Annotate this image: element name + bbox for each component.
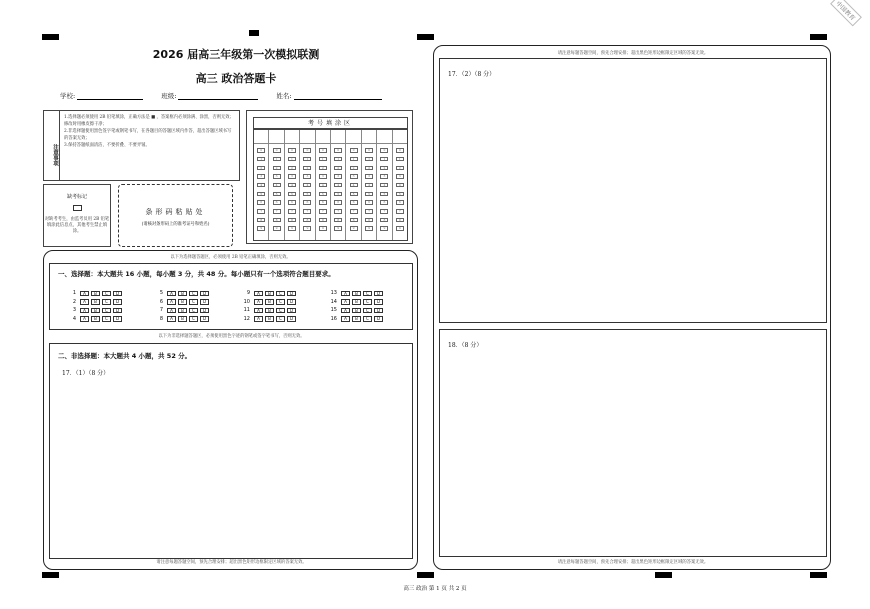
option-bubble-b[interactable]: B <box>178 308 187 314</box>
exam-id-bubble[interactable]: 9 <box>319 226 327 231</box>
option-bubble-b[interactable]: B <box>91 308 100 314</box>
exam-id-column <box>393 130 407 240</box>
exam-id-bubble[interactable]: 5 <box>319 192 327 197</box>
exam-id-bubble[interactable]: 6 <box>319 200 327 205</box>
option-bubble-b[interactable]: B <box>178 291 187 297</box>
exam-id-bubble[interactable]: 6 <box>257 200 265 205</box>
option-bubble-b[interactable]: B <box>91 316 100 322</box>
exam-id-bubble[interactable]: 3 <box>334 174 342 179</box>
question-17-1-label: 17．（1）（8 分） <box>62 370 110 377</box>
option-bubble-a[interactable]: A <box>80 316 89 322</box>
question-number: 1 <box>72 290 76 297</box>
option-bubble-a[interactable]: A <box>80 299 89 305</box>
exam-id-column <box>316 130 331 240</box>
answer-sheet-subtitle: 高三 政治答题卡 <box>195 72 277 85</box>
option-bubble-c[interactable]: C <box>363 299 372 305</box>
school-line[interactable] <box>77 92 143 100</box>
exam-id-bubble[interactable]: 9 <box>257 226 265 231</box>
exam-id-bubble[interactable]: 3 <box>288 174 296 179</box>
exam-id-bubble[interactable]: 9 <box>288 226 296 231</box>
exam-id-bubble[interactable]: 7 <box>288 209 296 214</box>
exam-id-bubble[interactable]: 0 <box>257 148 265 153</box>
question-18-label: 18．（8 分） <box>448 342 483 349</box>
option-bubble-b[interactable]: B <box>352 291 361 297</box>
option-bubble-a[interactable]: A <box>341 316 350 322</box>
exam-id-bubble[interactable]: 6 <box>365 200 373 205</box>
missing-mark-footer: 对缺考考生，由监考员用 2B 铅笔填涂此信息点，其他考生禁止填涂。 <box>44 217 110 234</box>
option-bubble-b[interactable]: B <box>265 308 274 314</box>
left-bottom-note: 请注意每题答题空间，预先合理安排；超出黑色矩形边框限定区域的答案无效。 <box>156 560 307 565</box>
exam-id-bubble[interactable]: 0 <box>303 148 311 153</box>
missing-mark-heading: 缺考标记 <box>66 194 87 200</box>
exam-id-write-cell[interactable] <box>331 132 345 144</box>
non-choice-divider-note: 以下为非选择题答题区，必须使用黑色字迹的钢笔或签字笔书写，否则无效。 <box>158 334 305 339</box>
exam-id-bubble[interactable]: 1 <box>257 157 265 162</box>
exam-id-bubble[interactable]: 9 <box>334 226 342 231</box>
question-17-2-answer-box[interactable] <box>439 58 827 323</box>
exam-id-write-cell[interactable] <box>362 132 376 144</box>
exam-id-bubble[interactable]: 6 <box>396 200 404 205</box>
option-bubble-c[interactable]: C <box>189 291 198 297</box>
choice-question-row <box>149 315 236 324</box>
exam-id-bubble[interactable]: 3 <box>350 174 358 179</box>
exam-id-column <box>377 130 392 240</box>
option-bubble-c[interactable]: C <box>363 308 372 314</box>
choice-question-row <box>62 306 149 315</box>
exam-id-bubble[interactable]: 1 <box>319 157 327 162</box>
exam-id-bubble[interactable]: 7 <box>396 209 404 214</box>
exam-id-bubble[interactable]: 8 <box>396 218 404 223</box>
registration-mark-bottom-left <box>42 572 59 578</box>
exam-id-bubble[interactable]: 5 <box>288 192 296 197</box>
choice-column <box>62 289 149 323</box>
exam-title: 2026 届高三年级第一次模拟联测 <box>152 48 320 61</box>
exam-id-bubble[interactable]: 0 <box>380 148 388 153</box>
question-number: 8 <box>159 316 163 323</box>
exam-id-bubble[interactable]: 2 <box>334 166 342 171</box>
registration-mark-bottom-mid <box>417 572 434 578</box>
option-bubble-c[interactable]: C <box>276 316 285 322</box>
exam-id-bubble[interactable]: 8 <box>365 218 373 223</box>
name-label: 姓名: <box>276 92 292 100</box>
exam-id-bubble[interactable]: 9 <box>365 226 373 231</box>
exam-id-bubble[interactable]: 1 <box>396 157 404 162</box>
option-bubble-d[interactable]: D <box>113 291 122 297</box>
question-number: 12 <box>243 316 250 323</box>
choice-question-row <box>323 306 410 315</box>
exam-id-bubble[interactable]: 9 <box>303 226 311 231</box>
choice-question-row <box>236 315 323 324</box>
left-answer-section <box>43 250 418 570</box>
exam-id-bubble[interactable]: 6 <box>273 200 281 205</box>
choice-question-row <box>62 315 149 324</box>
school-field[interactable] <box>60 91 143 100</box>
option-bubble-c[interactable]: C <box>189 308 198 314</box>
exam-id-bubble[interactable]: 7 <box>319 209 327 214</box>
option-bubble-d[interactable]: D <box>200 316 209 322</box>
exam-id-bubble[interactable]: 9 <box>273 226 281 231</box>
option-bubble-a[interactable]: A <box>80 291 89 297</box>
exam-id-bubble[interactable]: 6 <box>380 200 388 205</box>
choice-heading: 一、选择题：本大题共 16 小题，每小题 3 分，共 48 分。每小题只有一个选项符合题目要求。 <box>58 270 335 278</box>
registration-mark-top-right <box>810 34 827 40</box>
exam-id-bubble[interactable]: 0 <box>273 148 281 153</box>
non-choice-answer-box[interactable] <box>49 343 413 559</box>
exam-id-bubble[interactable]: 7 <box>365 209 373 214</box>
question-17-2-label: 17．（2）（8 分） <box>448 71 496 78</box>
option-bubble-c[interactable]: C <box>102 299 111 305</box>
exam-id-bubble[interactable]: 4 <box>288 183 296 188</box>
note-item: 3.保持答题纸面清洁，不要折叠、不要弄皱。 <box>64 143 150 148</box>
missing-mark-checkbox[interactable] <box>73 205 82 211</box>
choice-question-row <box>323 315 410 324</box>
exam-id-bubble[interactable]: 2 <box>257 166 265 171</box>
exam-id-write-cell[interactable] <box>393 132 407 144</box>
exam-id-title: 考号填涂区 <box>253 117 408 129</box>
exam-id-grid <box>253 129 408 241</box>
question-number: 7 <box>159 307 163 314</box>
exam-id-column <box>362 130 377 240</box>
exam-id-bubble[interactable]: 1 <box>365 157 373 162</box>
option-bubble-d[interactable]: D <box>374 291 383 297</box>
exam-id-bubble[interactable]: 5 <box>380 192 388 197</box>
exam-id-bubble[interactable]: 2 <box>396 166 404 171</box>
question-number: 2 <box>72 298 76 305</box>
exam-id-bubble[interactable]: 6 <box>334 200 342 205</box>
exam-id-bubble[interactable]: 7 <box>350 209 358 214</box>
exam-id-bubble[interactable]: 4 <box>273 183 281 188</box>
exam-id-bubble[interactable]: 4 <box>334 183 342 188</box>
option-bubble-a[interactable]: A <box>167 308 176 314</box>
exam-id-column <box>331 130 346 240</box>
option-bubble-c[interactable]: C <box>363 291 372 297</box>
exam-id-bubble[interactable]: 9 <box>396 226 404 231</box>
option-bubble-d[interactable]: D <box>287 291 296 297</box>
exam-id-bubble[interactable]: 4 <box>380 183 388 188</box>
exam-id-bubble[interactable]: 0 <box>396 148 404 153</box>
option-bubble-d[interactable]: D <box>287 316 296 322</box>
exam-id-write-cell[interactable] <box>254 132 268 144</box>
class-line[interactable] <box>178 92 258 100</box>
exam-id-bubble[interactable]: 7 <box>273 209 281 214</box>
option-bubble-b[interactable]: B <box>352 308 361 314</box>
exam-id-write-cell[interactable] <box>300 132 314 144</box>
option-bubble-d[interactable]: D <box>200 291 209 297</box>
exam-id-bubble[interactable]: 2 <box>380 166 388 171</box>
exam-id-bubble[interactable]: 2 <box>350 166 358 171</box>
option-bubble-d[interactable]: D <box>200 308 209 314</box>
option-bubble-b[interactable]: B <box>91 299 100 305</box>
exam-id-write-cell[interactable] <box>377 132 391 144</box>
option-bubble-d[interactable]: D <box>113 308 122 314</box>
question-number: 9 <box>246 290 250 297</box>
exam-id-bubble[interactable]: 3 <box>303 174 311 179</box>
option-bubble-c[interactable]: C <box>102 308 111 314</box>
exam-id-bubble[interactable]: 5 <box>257 192 265 197</box>
exam-id-column <box>300 130 315 240</box>
option-bubble-b[interactable]: B <box>352 316 361 322</box>
choice-question-row <box>323 289 410 298</box>
option-bubble-a[interactable]: A <box>167 316 176 322</box>
right-bottom-note: 请注意每题答题空间，预先合理安排；超出黑色矩形边框限定区域的答案无效。 <box>557 560 709 565</box>
exam-id-bubble[interactable]: 2 <box>288 166 296 171</box>
notes-box <box>43 110 240 181</box>
choice-question-row <box>236 306 323 315</box>
registration-mark-top-center <box>249 30 259 36</box>
exam-id-bubble[interactable]: 1 <box>380 157 388 162</box>
question-number: 3 <box>72 307 76 314</box>
choice-column <box>149 289 236 323</box>
exam-id-bubble[interactable]: 3 <box>319 174 327 179</box>
option-bubble-d[interactable]: D <box>200 299 209 305</box>
option-bubble-b[interactable]: B <box>265 291 274 297</box>
option-bubble-a[interactable]: A <box>254 299 263 305</box>
exam-id-bubble[interactable]: 4 <box>319 183 327 188</box>
option-bubble-a[interactable]: A <box>341 291 350 297</box>
option-bubble-a[interactable]: A <box>341 308 350 314</box>
choice-question-row <box>149 298 236 307</box>
registration-mark-top-mid <box>417 34 434 40</box>
exam-id-column <box>285 130 300 240</box>
option-bubble-c[interactable]: C <box>102 316 111 322</box>
option-bubble-c[interactable]: C <box>189 316 198 322</box>
question-number: 15 <box>330 307 337 314</box>
name-line[interactable] <box>294 92 382 100</box>
exam-id-bubble[interactable]: 3 <box>380 174 388 179</box>
exam-id-bubble[interactable]: 3 <box>273 174 281 179</box>
barcode-area <box>118 184 233 247</box>
option-bubble-d[interactable]: D <box>113 316 122 322</box>
choice-column <box>236 289 323 323</box>
exam-id-bubble[interactable]: 8 <box>257 218 265 223</box>
option-bubble-b[interactable]: B <box>352 299 361 305</box>
exam-id-bubble[interactable]: 3 <box>365 174 373 179</box>
option-bubble-b[interactable]: B <box>265 316 274 322</box>
choice-grid <box>62 289 410 323</box>
exam-id-column <box>346 130 361 240</box>
question-number: 11 <box>243 307 250 314</box>
exam-id-bubble[interactable]: 2 <box>273 166 281 171</box>
exam-id-bubble[interactable]: 8 <box>350 218 358 223</box>
note-item: 2.非选择题使用黑色签字笔或钢笔书写，在各题目的答题区域内作答，超出答题区域书写的答案无效； <box>64 129 232 141</box>
school-label: 学校: <box>60 92 76 100</box>
exam-id-bubble[interactable]: 5 <box>334 192 342 197</box>
exam-id-column <box>254 130 269 240</box>
option-bubble-b[interactable]: B <box>178 316 187 322</box>
registration-mark-bottom-mid2 <box>655 572 672 578</box>
option-bubble-d[interactable]: D <box>374 308 383 314</box>
exam-id-bubble[interactable]: 8 <box>334 218 342 223</box>
option-bubble-c[interactable]: C <box>276 299 285 305</box>
exam-id-bubble[interactable]: 7 <box>380 209 388 214</box>
option-bubble-c[interactable]: C <box>102 291 111 297</box>
exam-id-bubble[interactable]: 4 <box>257 183 265 188</box>
option-bubble-d[interactable]: D <box>374 316 383 322</box>
option-bubble-b[interactable]: B <box>91 291 100 297</box>
choice-box <box>49 263 413 330</box>
exam-id-bubble[interactable]: 5 <box>303 192 311 197</box>
exam-id-bubble[interactable]: 1 <box>288 157 296 162</box>
exam-id-bubble[interactable]: 5 <box>350 192 358 197</box>
exam-id-bubble[interactable]: 8 <box>273 218 281 223</box>
exam-id-column <box>269 130 284 240</box>
choice-question-row <box>149 306 236 315</box>
non-choice-heading: 二、非选择题：本大题共 4 小题，共 52 分。 <box>58 352 192 360</box>
option-bubble-d[interactable]: D <box>113 299 122 305</box>
exam-id-write-cell[interactable] <box>316 132 330 144</box>
barcode-heading: 条形码粘贴处 <box>145 208 206 216</box>
exam-id-bubble[interactable]: 4 <box>365 183 373 188</box>
choice-question-row <box>323 298 410 307</box>
choice-question-row <box>62 298 149 307</box>
question-number: 4 <box>72 316 76 323</box>
exam-id-bubble[interactable]: 5 <box>396 192 404 197</box>
option-bubble-a[interactable]: A <box>80 308 89 314</box>
exam-id-bubble[interactable]: 2 <box>319 166 327 171</box>
exam-id-bubble[interactable]: 0 <box>288 148 296 153</box>
exam-id-bubble[interactable]: 8 <box>380 218 388 223</box>
exam-id-box <box>246 110 413 244</box>
exam-id-bubble[interactable]: 6 <box>303 200 311 205</box>
exam-id-write-cell[interactable] <box>285 132 299 144</box>
notes-heading: 注意事项 <box>44 111 60 180</box>
exam-id-bubble[interactable]: 0 <box>334 148 342 153</box>
exam-id-bubble[interactable]: 0 <box>365 148 373 153</box>
exam-id-bubble[interactable]: 3 <box>396 174 404 179</box>
choice-top-note: 以下为选择题答题区，必须使用 2B 铅笔正确填涂，否则无效。 <box>170 255 291 260</box>
option-bubble-b[interactable]: B <box>178 299 187 305</box>
choice-question-row <box>236 289 323 298</box>
exam-id-bubble[interactable]: 7 <box>257 209 265 214</box>
missing-mark-box <box>43 184 111 247</box>
registration-mark-top-left <box>42 34 59 40</box>
exam-id-bubble[interactable]: 1 <box>334 157 342 162</box>
right-answer-section <box>433 45 831 570</box>
exam-id-bubble[interactable]: 9 <box>380 226 388 231</box>
exam-id-bubble[interactable]: 1 <box>273 157 281 162</box>
question-number: 13 <box>330 290 337 297</box>
exam-id-bubble[interactable]: 2 <box>303 166 311 171</box>
exam-id-bubble[interactable]: 0 <box>350 148 358 153</box>
exam-id-bubble[interactable]: 7 <box>334 209 342 214</box>
option-bubble-d[interactable]: D <box>287 308 296 314</box>
option-bubble-d[interactable]: D <box>287 299 296 305</box>
registration-mark-bottom-right <box>810 572 827 578</box>
question-number: 6 <box>159 298 163 305</box>
exam-id-bubble[interactable]: 8 <box>319 218 327 223</box>
exam-id-bubble[interactable]: 4 <box>350 183 358 188</box>
question-18-answer-box[interactable] <box>439 329 827 557</box>
choice-column <box>323 289 410 323</box>
exam-id-write-cell[interactable] <box>346 132 360 144</box>
option-bubble-b[interactable]: B <box>265 299 274 305</box>
page-footer: 高三 政治 第 1 页 共 2 页 <box>403 586 467 592</box>
option-bubble-a[interactable]: A <box>341 299 350 305</box>
exam-id-bubble[interactable]: 6 <box>288 200 296 205</box>
option-bubble-c[interactable]: C <box>276 308 285 314</box>
barcode-footer: (请核对条形码上的准考证号和姓名) <box>141 222 210 227</box>
option-bubble-a[interactable]: A <box>167 291 176 297</box>
right-top-note: 请注意每题答题空间，预先合理安排；超出黑色矩形边框限定区域的答案无效。 <box>557 51 709 56</box>
exam-id-bubble[interactable]: 2 <box>365 166 373 171</box>
note-item: 1.选择题必须使用 2B 铅笔填涂，正确方法是 ■ ，答案框内必须涂满、涂黑，否则无效；修改时用橡皮擦干净； <box>64 115 234 127</box>
exam-id-bubble[interactable]: 3 <box>257 174 265 179</box>
exam-id-bubble[interactable]: 6 <box>350 200 358 205</box>
option-bubble-c[interactable]: C <box>363 316 372 322</box>
choice-question-row <box>62 289 149 298</box>
question-number: 5 <box>159 290 163 297</box>
question-number: 14 <box>330 298 337 305</box>
question-number: 16 <box>330 316 337 323</box>
exam-id-bubble[interactable]: 4 <box>303 183 311 188</box>
choice-question-row <box>236 298 323 307</box>
exam-id-bubble[interactable]: 8 <box>303 218 311 223</box>
option-bubble-d[interactable]: D <box>374 299 383 305</box>
class-label: 班级: <box>161 92 177 100</box>
option-bubble-a[interactable]: A <box>167 299 176 305</box>
class-field[interactable] <box>161 91 258 100</box>
student-info-row <box>60 91 410 100</box>
exam-id-bubble[interactable]: 9 <box>350 226 358 231</box>
exam-id-bubble[interactable]: 5 <box>365 192 373 197</box>
exam-id-bubble[interactable]: 1 <box>303 157 311 162</box>
exam-id-bubble[interactable]: 4 <box>396 183 404 188</box>
name-field[interactable] <box>276 91 381 100</box>
option-bubble-c[interactable]: C <box>276 291 285 297</box>
exam-id-bubble[interactable]: 0 <box>319 148 327 153</box>
exam-id-bubble[interactable]: 8 <box>288 218 296 223</box>
exam-id-write-cell[interactable] <box>269 132 283 144</box>
corner-stamp: 中国教育 <box>830 0 862 26</box>
exam-id-bubble[interactable]: 7 <box>303 209 311 214</box>
question-number: 10 <box>243 298 250 305</box>
choice-question-row <box>149 289 236 298</box>
exam-id-bubble[interactable]: 5 <box>273 192 281 197</box>
exam-id-bubble[interactable]: 1 <box>350 157 358 162</box>
option-bubble-a[interactable]: A <box>254 291 263 297</box>
option-bubble-a[interactable]: A <box>254 316 263 322</box>
option-bubble-c[interactable]: C <box>189 299 198 305</box>
notes-list <box>60 111 239 180</box>
option-bubble-a[interactable]: A <box>254 308 263 314</box>
